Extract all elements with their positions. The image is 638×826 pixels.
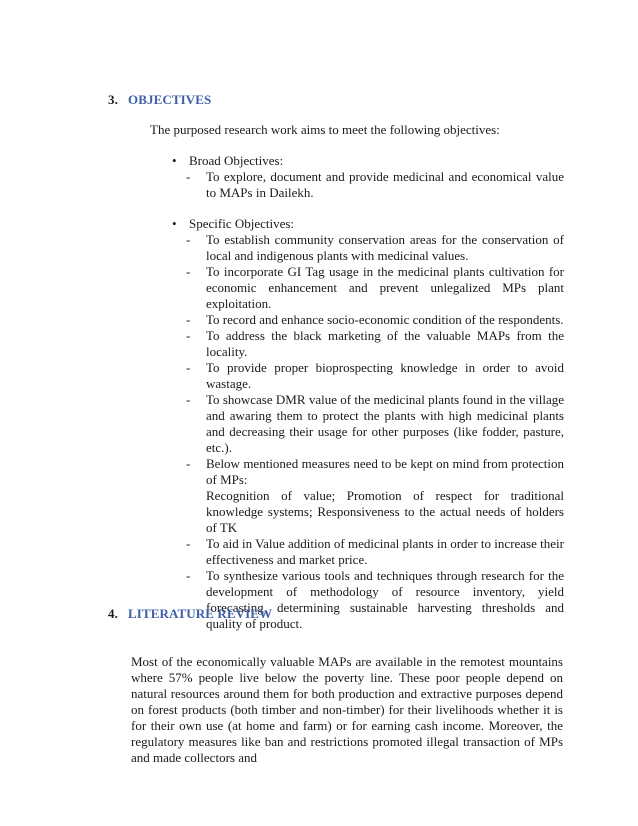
bullet-icon: • — [172, 153, 177, 168]
dash-marker: - — [186, 312, 191, 327]
dash-marker: - — [186, 328, 191, 343]
dash-marker: - — [186, 232, 191, 247]
list-item-subtext: Recognition of value; Promotion of respect for traditional knowledge systems; Responsiveness to the actual needs of holders of TK — [206, 488, 564, 535]
list-item-text: To showcase DMR value of the medicinal plants found in the village and awaring them to protect the plants with high medicinal plants and decreasing their usage for other purposes (like fodder, pasture, etc.). — [206, 392, 564, 455]
list-item-text: Below mentioned measures need to be kept on mind from protection of MPs: — [206, 456, 564, 487]
dash-marker: - — [186, 392, 191, 407]
list-item-text: To aid in Value addition of medicinal plants in order to increase their effectiveness and market price. — [206, 536, 564, 567]
specific-objectives-heading — [172, 216, 564, 232]
bullet-icon: • — [172, 216, 177, 231]
section-4-title: LITERATURE REVIEW — [128, 606, 273, 621]
list-item — [172, 536, 564, 568]
list-item-text: To record and enhance socio-economic condition of the respondents. — [206, 312, 564, 327]
list-item — [172, 456, 564, 536]
section-4-heading — [108, 606, 272, 622]
list-item — [172, 169, 564, 201]
literature-review-paragraph: Most of the economically valuable MAPs are available in the remotest mountains where 57% people live below the poverty line. These poor people depend on natural resources around them for both production and extractive purposes depend on forest products (both timber and non-timber) for their livelihoods whether it is for their own use (at home and farm) or for earning cash income. Moreover, the regulatory measures like ban and restrictions promoted illegal transaction of MPs and made collectors and — [131, 654, 563, 765]
list-item-text: To explore, document and provide medicinal and economical value to MAPs in Dailekh. — [206, 169, 564, 200]
dash-marker: - — [186, 536, 191, 551]
list-item — [172, 568, 564, 632]
broad-objectives-heading — [172, 153, 564, 169]
specific-objectives-group — [172, 216, 564, 632]
list-item — [172, 312, 564, 328]
objectives-intro: The purposed research work aims to meet the following objectives: — [150, 122, 500, 137]
section-3-title: OBJECTIVES — [128, 92, 212, 107]
list-item — [172, 328, 564, 360]
section-3-number: 3. — [108, 92, 118, 107]
list-item — [172, 264, 564, 312]
specific-objectives-title: Specific Objectives: — [189, 216, 295, 231]
broad-objectives-title: Broad Objectives: — [189, 153, 284, 168]
dash-marker: - — [186, 360, 191, 375]
list-item-text: To provide proper bioprospecting knowledge in order to avoid wastage. — [206, 360, 564, 391]
list-item — [172, 392, 564, 456]
list-item-text: To synthesize various tools and techniques through research for the development of methodology of resource inventory, yield forecasting, determining sustainable harvesting thresholds and quality of product. — [206, 568, 564, 631]
list-item — [172, 232, 564, 264]
list-item-text: To incorporate GI Tag usage in the medicinal plants cultivation for economic enhancement and prevent unlegalized MPs plant exploitation. — [206, 264, 564, 311]
list-item — [172, 360, 564, 392]
dash-marker: - — [186, 169, 191, 184]
broad-objectives-group — [172, 153, 564, 201]
list-item-text: To establish community conservation areas for the conservation of local and indigenous plants with medicinal values. — [206, 232, 564, 263]
section-4-number: 4. — [108, 606, 118, 621]
dash-marker: - — [186, 456, 191, 471]
dash-marker: - — [186, 264, 191, 279]
dash-marker: - — [186, 568, 191, 583]
section-3-heading — [108, 92, 211, 108]
specific-objectives-list — [172, 232, 564, 632]
broad-objectives-list — [172, 169, 564, 201]
list-item-text: To address the black marketing of the valuable MAPs from the locality. — [206, 328, 564, 359]
